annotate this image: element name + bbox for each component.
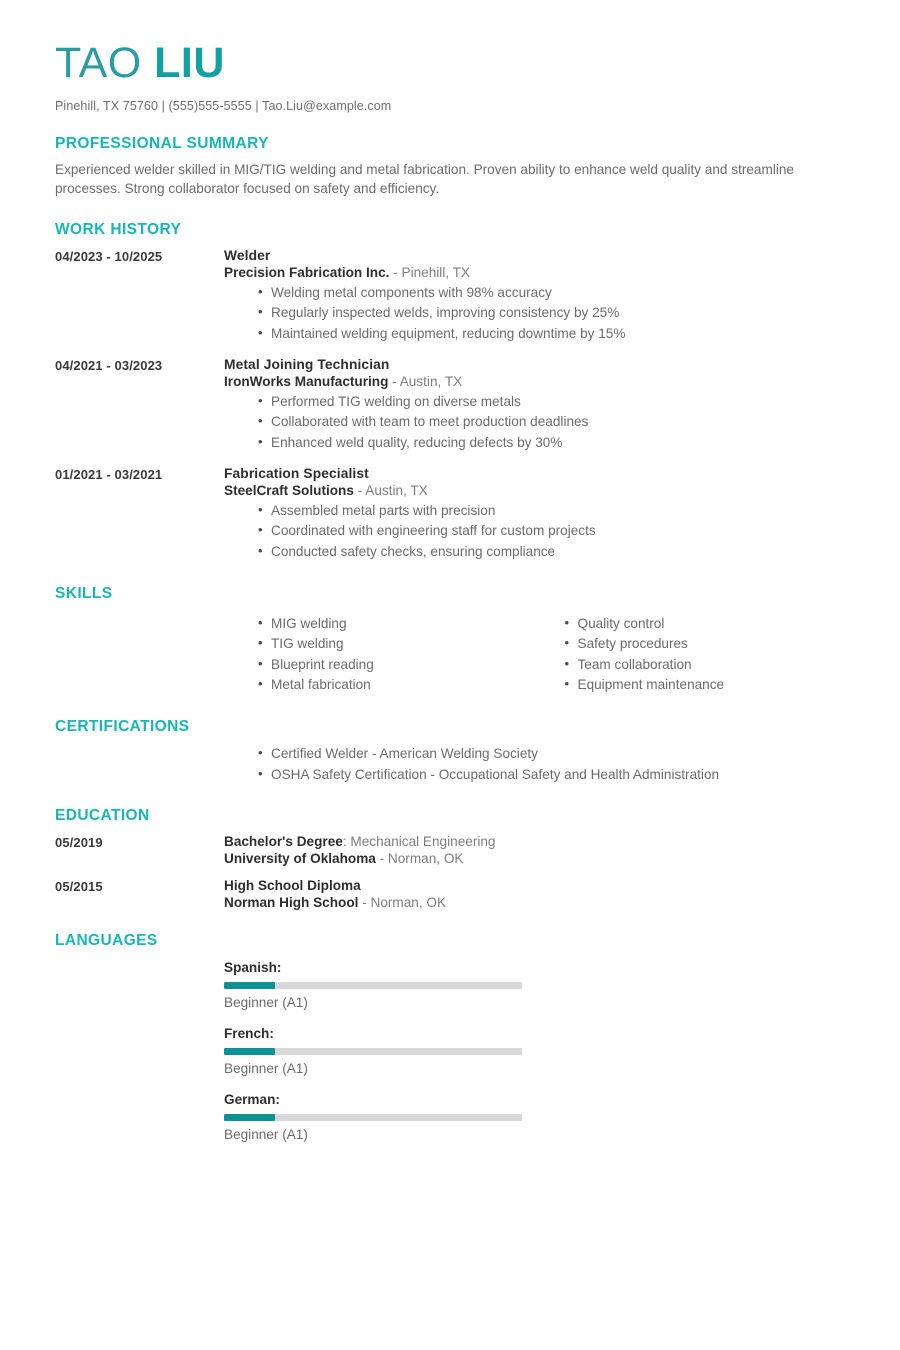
job-title: Metal Joining Technician	[224, 356, 390, 372]
language-item	[224, 1026, 540, 1076]
education-body	[224, 878, 845, 910]
skills-column-left	[224, 611, 535, 697]
education-degree: High School Diploma	[224, 878, 361, 894]
summary-text: Experienced welder skilled in MIG/TIG welding and metal fabrication. Proven ability to enhance weld quality and streamline processes. Strong collaborator focused on safety and efficiency.	[55, 162, 794, 197]
section-heading-work-history: WORK HISTORY	[55, 220, 182, 238]
job-company: IronWorks Manufacturing	[224, 373, 389, 389]
education-school: University of Oklahoma	[224, 851, 376, 867]
section-work-history	[55, 221, 845, 563]
language-proficiency-bar	[224, 1048, 522, 1055]
skill-item: • Blueprint reading	[258, 655, 535, 676]
job-bullet: • Performed TIG welding on diverse metals	[258, 392, 845, 413]
job-company: SteelCraft Solutions	[224, 482, 354, 498]
education-entry	[55, 834, 845, 866]
job-company: Precision Fabrication Inc.	[224, 264, 390, 280]
skill-item: • TIG welding	[258, 634, 535, 655]
job-bullets	[224, 392, 845, 454]
education-body	[224, 834, 845, 866]
certifications-list	[224, 744, 764, 785]
job-company-line	[224, 483, 845, 498]
section-heading-languages: LANGUAGES	[55, 932, 158, 950]
job-bullet: • Collaborated with team to meet production deadlines	[258, 412, 845, 433]
language-item	[224, 1092, 540, 1142]
job-location: - Austin, TX	[388, 373, 463, 389]
education-degree-line	[224, 834, 845, 849]
language-item	[224, 960, 540, 1010]
section-heading-certifications: CERTIFICATIONS	[55, 718, 190, 736]
contact-line: Pinehill, TX 75760 | (555)555-5555 | Tao.Liu@example.com	[55, 99, 392, 113]
language-proficiency-bar	[224, 982, 522, 989]
language-level: Beginner (A1)	[224, 1127, 308, 1143]
job-dates: 04/2021 - 03/2023	[55, 357, 163, 373]
skill-item: • Quality control	[565, 614, 846, 635]
education-location: - Norman, OK	[358, 895, 447, 911]
job-bullet: • Assembled metal parts with precision	[258, 501, 845, 522]
education-degree-line	[224, 878, 845, 893]
language-name: German:	[224, 1092, 280, 1108]
section-languages	[55, 932, 845, 1158]
candidate-name	[55, 39, 845, 87]
job-location: - Pinehill, TX	[389, 264, 471, 280]
work-history-list	[55, 248, 845, 563]
language-proficiency-fill	[224, 1048, 275, 1055]
section-heading-skills: SKILLS	[55, 584, 113, 602]
language-proficiency-fill	[224, 1114, 275, 1121]
job-company-line	[224, 265, 845, 280]
education-school-line	[224, 895, 845, 910]
skills-column-right	[535, 611, 846, 697]
resume-header	[55, 39, 845, 113]
certification-item: • OSHA Safety Certification - Occupational Safety and Health Administration	[258, 765, 764, 786]
job-title: Fabrication Specialist	[224, 465, 369, 481]
job-bullet: • Maintained welding equipment, reducing downtime by 15%	[258, 324, 845, 345]
section-education	[55, 807, 845, 910]
education-list	[55, 834, 845, 910]
section-certifications	[55, 718, 845, 785]
job-bullets	[224, 501, 845, 563]
work-history-entry	[55, 248, 845, 345]
language-level: Beginner (A1)	[224, 1061, 308, 1077]
work-history-entry	[55, 466, 845, 563]
job-bullet: • Welding metal components with 98% accuracy	[258, 283, 845, 304]
education-dates: 05/2015	[55, 879, 103, 895]
languages-list	[224, 960, 845, 1158]
skill-item: • Safety procedures	[565, 634, 846, 655]
education-entry	[55, 878, 845, 910]
job-dates: 01/2021 - 03/2021	[55, 466, 163, 482]
job-bullet: • Regularly inspected welds, improving consistency by 25%	[258, 303, 845, 324]
first-name: TAO	[55, 39, 142, 87]
education-school: Norman High School	[224, 895, 359, 911]
job-bullet: • Conducted safety checks, ensuring compliance	[258, 542, 845, 563]
job-body	[224, 466, 845, 563]
skill-item: • MIG welding	[258, 614, 535, 635]
education-location: - Norman, OK	[375, 851, 464, 867]
section-heading-summary: PROFESSIONAL SUMMARY	[55, 135, 269, 152]
job-dates: 04/2023 - 10/2025	[55, 248, 163, 264]
job-body	[224, 357, 845, 454]
job-bullets	[224, 283, 845, 345]
section-heading-education: EDUCATION	[55, 807, 150, 825]
language-proficiency-fill	[224, 982, 275, 989]
section-skills	[55, 585, 845, 697]
skill-item: • Metal fabrication	[258, 675, 535, 696]
section-professional-summary	[55, 135, 845, 199]
language-name: French:	[224, 1026, 274, 1042]
job-title: Welder	[224, 247, 271, 263]
skill-item: • Equipment maintenance	[565, 675, 846, 696]
job-body	[224, 248, 845, 345]
language-proficiency-bar	[224, 1114, 522, 1121]
job-company-line	[224, 374, 845, 389]
language-level: Beginner (A1)	[224, 995, 308, 1011]
education-dates: 05/2019	[55, 835, 103, 851]
education-school-line	[224, 851, 845, 866]
job-location: - Austin, TX	[353, 482, 428, 498]
certification-item: • Certified Welder - American Welding Society	[258, 744, 764, 765]
job-bullet: • Coordinated with engineering staff for custom projects	[258, 521, 845, 542]
language-name: Spanish:	[224, 960, 282, 976]
skill-item: • Team collaboration	[565, 655, 846, 676]
education-degree-field: : Mechanical Engineering	[342, 834, 496, 850]
work-history-entry	[55, 357, 845, 454]
last-name: LIU	[154, 39, 225, 87]
education-degree: Bachelor's Degree	[224, 834, 343, 850]
job-bullet: • Enhanced weld quality, reducing defects by 30%	[258, 433, 845, 454]
